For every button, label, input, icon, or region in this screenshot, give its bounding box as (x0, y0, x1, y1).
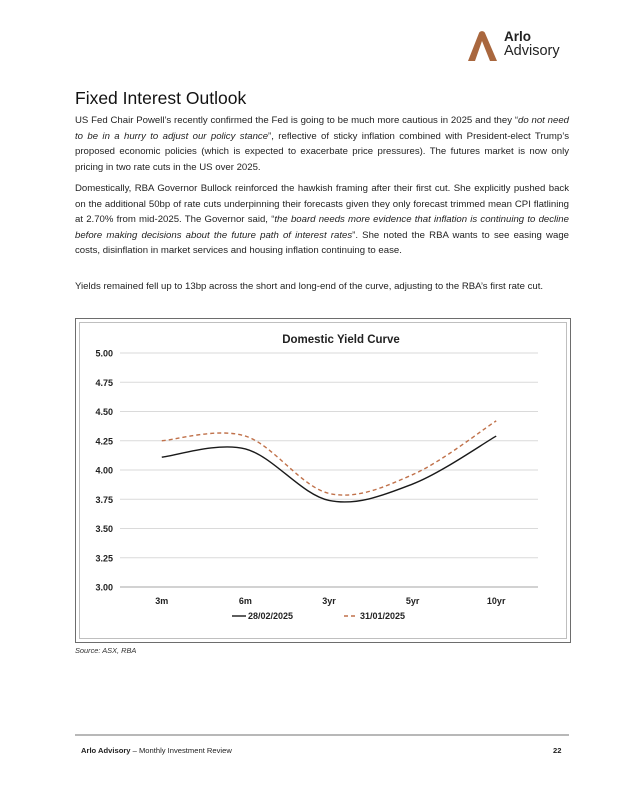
x-tick-label: 3m (155, 596, 169, 606)
logo-line1: Arlo (504, 29, 531, 44)
paragraph-2 (75, 181, 569, 259)
series-line-31-01-2025 (162, 421, 496, 495)
arlo-advisory-logo (466, 29, 576, 65)
legend-label: 31/01/2025 (360, 611, 406, 621)
x-tick-label: 10yr (486, 596, 506, 606)
paragraph-2-c: ”. She noted the RBA wants to see easing wage costs, disinflation in market services and housing inflation continuing to ease. (75, 229, 569, 257)
footer-brand: Arlo Advisory (81, 746, 131, 755)
y-tick-label: 4.25 (95, 436, 113, 447)
x-tick-label: 5yr (405, 596, 420, 606)
x-tick-label: 3yr (322, 596, 336, 606)
y-tick-label: 3.75 (95, 494, 113, 505)
page-number: 22 (553, 746, 562, 755)
y-tick-label: 4.75 (95, 377, 113, 388)
paragraph-2-a: Domestically, RBA Governor Bullock reinforced the hawkish framing after their first cut. She explicitly pushed back on the additional 50bp of rate cuts underpinning their forecasts given they only forecast trimmed mean CPI flatlining at 2.70% from mid-2025. The Governor said, “ (75, 183, 569, 226)
logo-line2: Advisory (504, 43, 560, 59)
chart-source: Source: ASX, RBA (75, 646, 137, 655)
y-tick-label: 3.25 (95, 553, 113, 564)
y-tick-label: 5.00 (95, 348, 113, 359)
page-title: Fixed Interest Outlook (75, 88, 247, 108)
chart-svg (76, 319, 572, 644)
footer-text: – Monthly Investment Review (130, 746, 232, 755)
yield-curve-chart (75, 318, 571, 643)
paragraph-2-quote: the board needs more evidence that inflation is continuing to decline before making decisions about the future path of interest rates (75, 214, 569, 241)
paragraph-1-quote: do not need to be in a hurry to adjust our policy stance (75, 115, 569, 142)
paragraph-1-a: US Fed Chair Powell’s recently confirmed the Fed is going to be much more cautious in 2025 and they “ (75, 115, 519, 126)
y-tick-label: 4.50 (95, 407, 113, 417)
footer-title (81, 746, 232, 755)
y-tick-label: 3.50 (95, 524, 113, 534)
x-tick-label: 6m (238, 596, 252, 606)
paragraph-1 (75, 113, 569, 175)
series-line-28-02-2025 (162, 436, 496, 502)
y-tick-label: 3.00 (95, 582, 113, 593)
arlo-logo-icon (466, 29, 500, 63)
y-tick-label: 4.00 (95, 465, 113, 476)
paragraph-1-c: ”, reflective of sticky inflation combined with President-elect Trump’s proposed economic policies (which is expected to exacerbate price pressures). The futures market is now only pricing in two rate cuts in the US over 2025. (75, 130, 569, 173)
chart-title: Domestic Yield Curve (282, 334, 400, 346)
legend-label: 28/02/2025 (248, 611, 294, 621)
paragraph-3: Yields remained fell up to 13bp across the short and long-end of the curve, adjusting to the RBA’s first rate cut. (75, 281, 544, 292)
footer-divider (75, 734, 569, 736)
